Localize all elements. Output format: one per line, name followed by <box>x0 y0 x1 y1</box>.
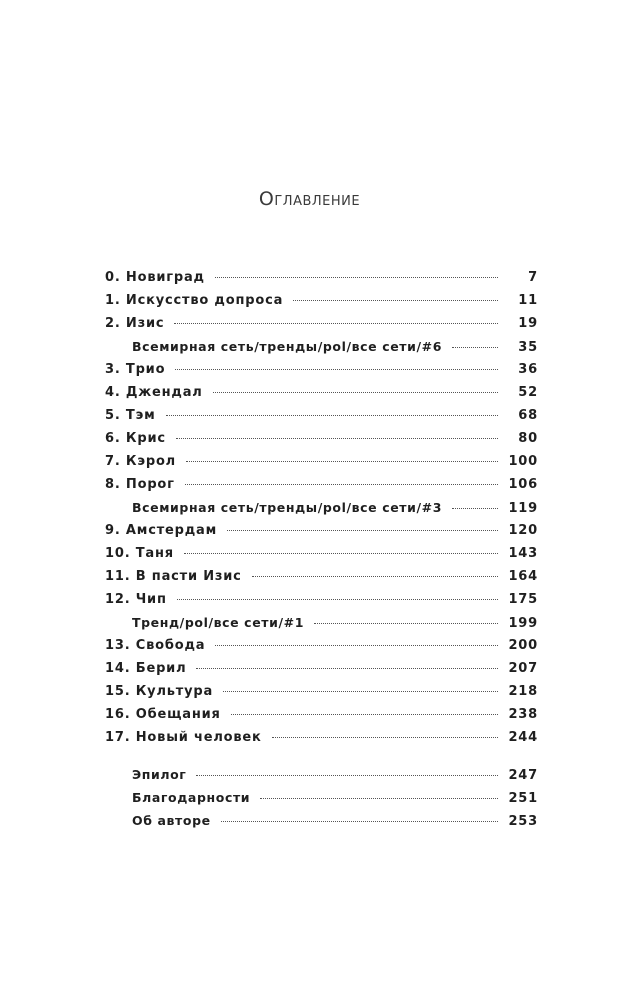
toc-entry-page: 143 <box>508 546 538 561</box>
toc-entry <box>105 684 538 707</box>
toc-entry <box>105 569 538 592</box>
toc-entry-label: 7. Кэрол <box>105 454 176 469</box>
dot-leader <box>215 645 498 646</box>
toc-entry-page: 238 <box>508 707 538 722</box>
toc-entry-label: Эпилог <box>132 767 187 782</box>
toc-entry-label: Всемирная сеть/тренды/pol/все сети/#6 <box>132 339 443 354</box>
toc-entry-label: 1. Искусство допроса <box>105 293 284 308</box>
toc-entry <box>105 707 538 730</box>
toc-entry-label: 4. Джендал <box>105 385 203 400</box>
toc-entry-label: 16. Обещания <box>105 707 221 722</box>
toc-entry-label: 0. Новиград <box>105 270 205 285</box>
toc-entry <box>105 316 538 339</box>
dot-leader <box>196 775 498 776</box>
toc-entry-label: Всемирная сеть/тренды/pol/все сети/#3 <box>132 500 443 515</box>
toc-entry <box>105 477 538 500</box>
toc-entry <box>105 661 538 684</box>
toc-entry-page: 253 <box>508 814 538 829</box>
toc-entry-page: 244 <box>508 730 538 745</box>
toc-entry-page: 207 <box>508 661 538 676</box>
toc-entry-page: 52 <box>518 385 538 400</box>
dot-leader <box>184 553 498 554</box>
toc-entry <box>105 293 538 316</box>
toc-entry <box>105 638 538 661</box>
toc-entry-label: 3. Трио <box>105 362 166 377</box>
toc-entry-page: 35 <box>518 340 538 355</box>
toc-entry-label: 10. Таня <box>105 546 174 561</box>
toc-entry-label: 5. Тэм <box>105 408 156 423</box>
toc-subentry <box>105 339 538 362</box>
toc-back-matter-entry <box>105 767 538 790</box>
dot-leader <box>215 277 498 278</box>
toc-entry-page: 68 <box>518 408 538 423</box>
toc-subentry <box>105 500 538 523</box>
toc-entry-page: 106 <box>508 477 538 492</box>
toc-entry-label: 9. Амстердам <box>105 523 218 538</box>
toc-back-matter-entry <box>105 813 538 836</box>
page-title: Оглавление <box>258 188 361 210</box>
toc-entry-label: Об авторе <box>132 813 211 828</box>
toc-entry-page: 251 <box>508 791 538 806</box>
toc-entry <box>105 408 538 431</box>
toc-entry-page: 119 <box>508 501 538 516</box>
toc-entry-page: 19 <box>518 316 538 331</box>
dot-leader <box>213 392 498 393</box>
dot-leader <box>177 599 498 600</box>
toc-entry-page: 247 <box>508 768 538 783</box>
toc-entry-label: 6. Крис <box>105 431 166 446</box>
dot-leader <box>186 461 498 462</box>
dot-leader <box>196 668 498 669</box>
dot-leader <box>231 714 498 715</box>
table-of-contents <box>105 270 538 836</box>
toc-entry <box>105 431 538 454</box>
toc-entry-page: 100 <box>508 454 538 469</box>
toc-entry-page: 11 <box>518 293 538 308</box>
toc-entry-page: 200 <box>508 638 538 653</box>
toc-entry <box>105 730 538 753</box>
dot-leader <box>221 821 498 822</box>
toc-entry-label: 13. Свобода <box>105 638 206 653</box>
toc-entry-page: 80 <box>518 431 538 446</box>
toc-entry-label: Тренд/pol/все сети/#1 <box>132 615 305 630</box>
dot-leader <box>227 530 498 531</box>
toc-entry <box>105 362 538 385</box>
toc-entry <box>105 523 538 546</box>
toc-back-matter-entry <box>105 790 538 813</box>
dot-leader <box>166 415 498 416</box>
toc-entry-label: 12. Чип <box>105 592 167 607</box>
toc-entry-page: 199 <box>508 616 538 631</box>
toc-entry-page: 175 <box>508 592 538 607</box>
toc-entry-label: 14. Берил <box>105 661 187 676</box>
toc-entry <box>105 270 538 293</box>
dot-leader <box>272 737 498 738</box>
dot-leader <box>175 369 498 370</box>
dot-leader <box>223 691 498 692</box>
toc-entry-label: 15. Культура <box>105 684 214 699</box>
toc-entry-label: 11. В пасти Изис <box>105 569 242 584</box>
toc-entry-page: 36 <box>518 362 538 377</box>
toc-entry-label: 8. Порог <box>105 477 175 492</box>
dot-leader <box>185 484 498 485</box>
dot-leader <box>452 508 498 509</box>
toc-entry <box>105 546 538 569</box>
toc-entry <box>105 454 538 477</box>
dot-leader <box>293 300 498 301</box>
dot-leader <box>260 798 498 799</box>
dot-leader <box>452 347 498 348</box>
toc-entry-page: 120 <box>508 523 538 538</box>
dot-leader <box>252 576 498 577</box>
toc-entry-page: 164 <box>508 569 538 584</box>
toc-entry-label: 17. Новый человек <box>105 730 262 745</box>
toc-entry-label: 2. Изис <box>105 316 165 331</box>
toc-entry <box>105 385 538 408</box>
toc-entry-label: Благодарности <box>132 790 251 805</box>
toc-entry-page: 218 <box>508 684 538 699</box>
dot-leader <box>176 438 498 439</box>
toc-entry-page: 7 <box>528 270 538 285</box>
toc-subentry <box>105 615 538 638</box>
dot-leader <box>314 623 498 624</box>
dot-leader <box>174 323 498 324</box>
toc-entry <box>105 592 538 615</box>
